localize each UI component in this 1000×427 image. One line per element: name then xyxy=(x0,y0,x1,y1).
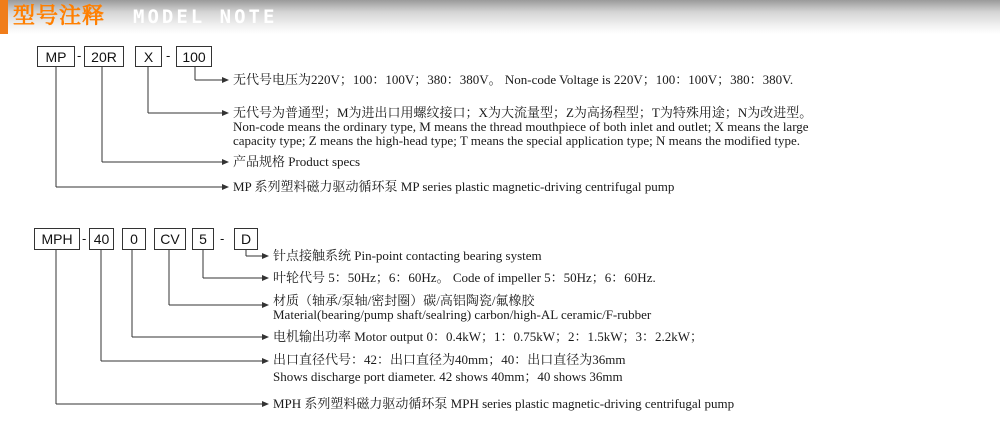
mph-note-series: MPH 系列塑料磁力驱动循环泵 MPH series plastic magnetic-driving centrifugal pump xyxy=(273,396,735,411)
code-box-5: 5 xyxy=(192,228,214,250)
code-box-x: X xyxy=(135,46,162,67)
mp-note-type-en-2: capacity type; Z means the high-head type; T means the special application type; N means the modified type. xyxy=(233,133,801,148)
mph-note-bearing-system: 针点接触系统 Pin-point contacting bearing system xyxy=(273,248,542,263)
code-separator: - xyxy=(220,231,225,246)
header-title-cn: 型号注释 xyxy=(13,4,106,29)
code-box-0: 0 xyxy=(122,228,146,250)
mp-note-series: MP 系列塑料磁力驱动循环泵 MP series plastic magnetic-driving centrifugal pump xyxy=(233,179,675,194)
mph-note-impeller: 叶轮代号 5：50Hz；6：60Hz。 Code of impeller 5：50Hz；6：60Hz. xyxy=(273,270,656,285)
mph-note-material-cn: 材质（轴承/泵轴/密封圈）碳/高铝陶瓷/氟橡胶 xyxy=(273,293,535,308)
mph-note-material-en: Material(bearing/pump shaft/sealring) carbon/high-AL ceramic/F-rubber xyxy=(273,307,652,322)
code-separator: - xyxy=(166,48,171,63)
code-box-cv: CV xyxy=(154,228,186,250)
mp-note-specs: 产品规格 Product specs xyxy=(233,154,361,169)
code-box-100: 100 xyxy=(176,46,212,67)
mp-note-voltage: 无代号电压为220V；100：100V；380：380V。 Non-code Voltage is 220V；100：100V；380：380V. xyxy=(233,72,794,87)
code-box-mp: MP xyxy=(37,46,75,67)
mp-note-type-en-1: Non-code means the ordinary type, M means the thread mouthpiece of both inlet and outlet; X means the large xyxy=(233,119,809,134)
code-box-20r: 20R xyxy=(84,46,124,67)
mph-note-motor-output: 电机输出功率 Motor output 0：0.4kW；1：0.75kW；2：1.5kW；3：2.2kW； xyxy=(273,329,704,344)
mph-note-discharge-cn: 出口直径代号：42：出口直径为40mm；40：出口直径为36mm xyxy=(273,352,626,367)
code-box-40: 40 xyxy=(89,228,114,250)
mp-note-type-cn: 无代号为普通型；M为进出口用螺纹接口；X为大流量型；Z为高扬程型；T为特殊用途；N为改进型。 xyxy=(233,105,813,120)
code-separator: - xyxy=(77,48,82,63)
code-box-mph: MPH xyxy=(34,228,80,250)
header-title-en: MODEL NOTE xyxy=(133,6,278,28)
code-box-d: D xyxy=(234,228,258,250)
code-separator: - xyxy=(82,231,87,246)
mph-note-discharge-en: Shows discharge port diameter. 42 shows 40mm；40 shows 36mm xyxy=(273,369,623,384)
